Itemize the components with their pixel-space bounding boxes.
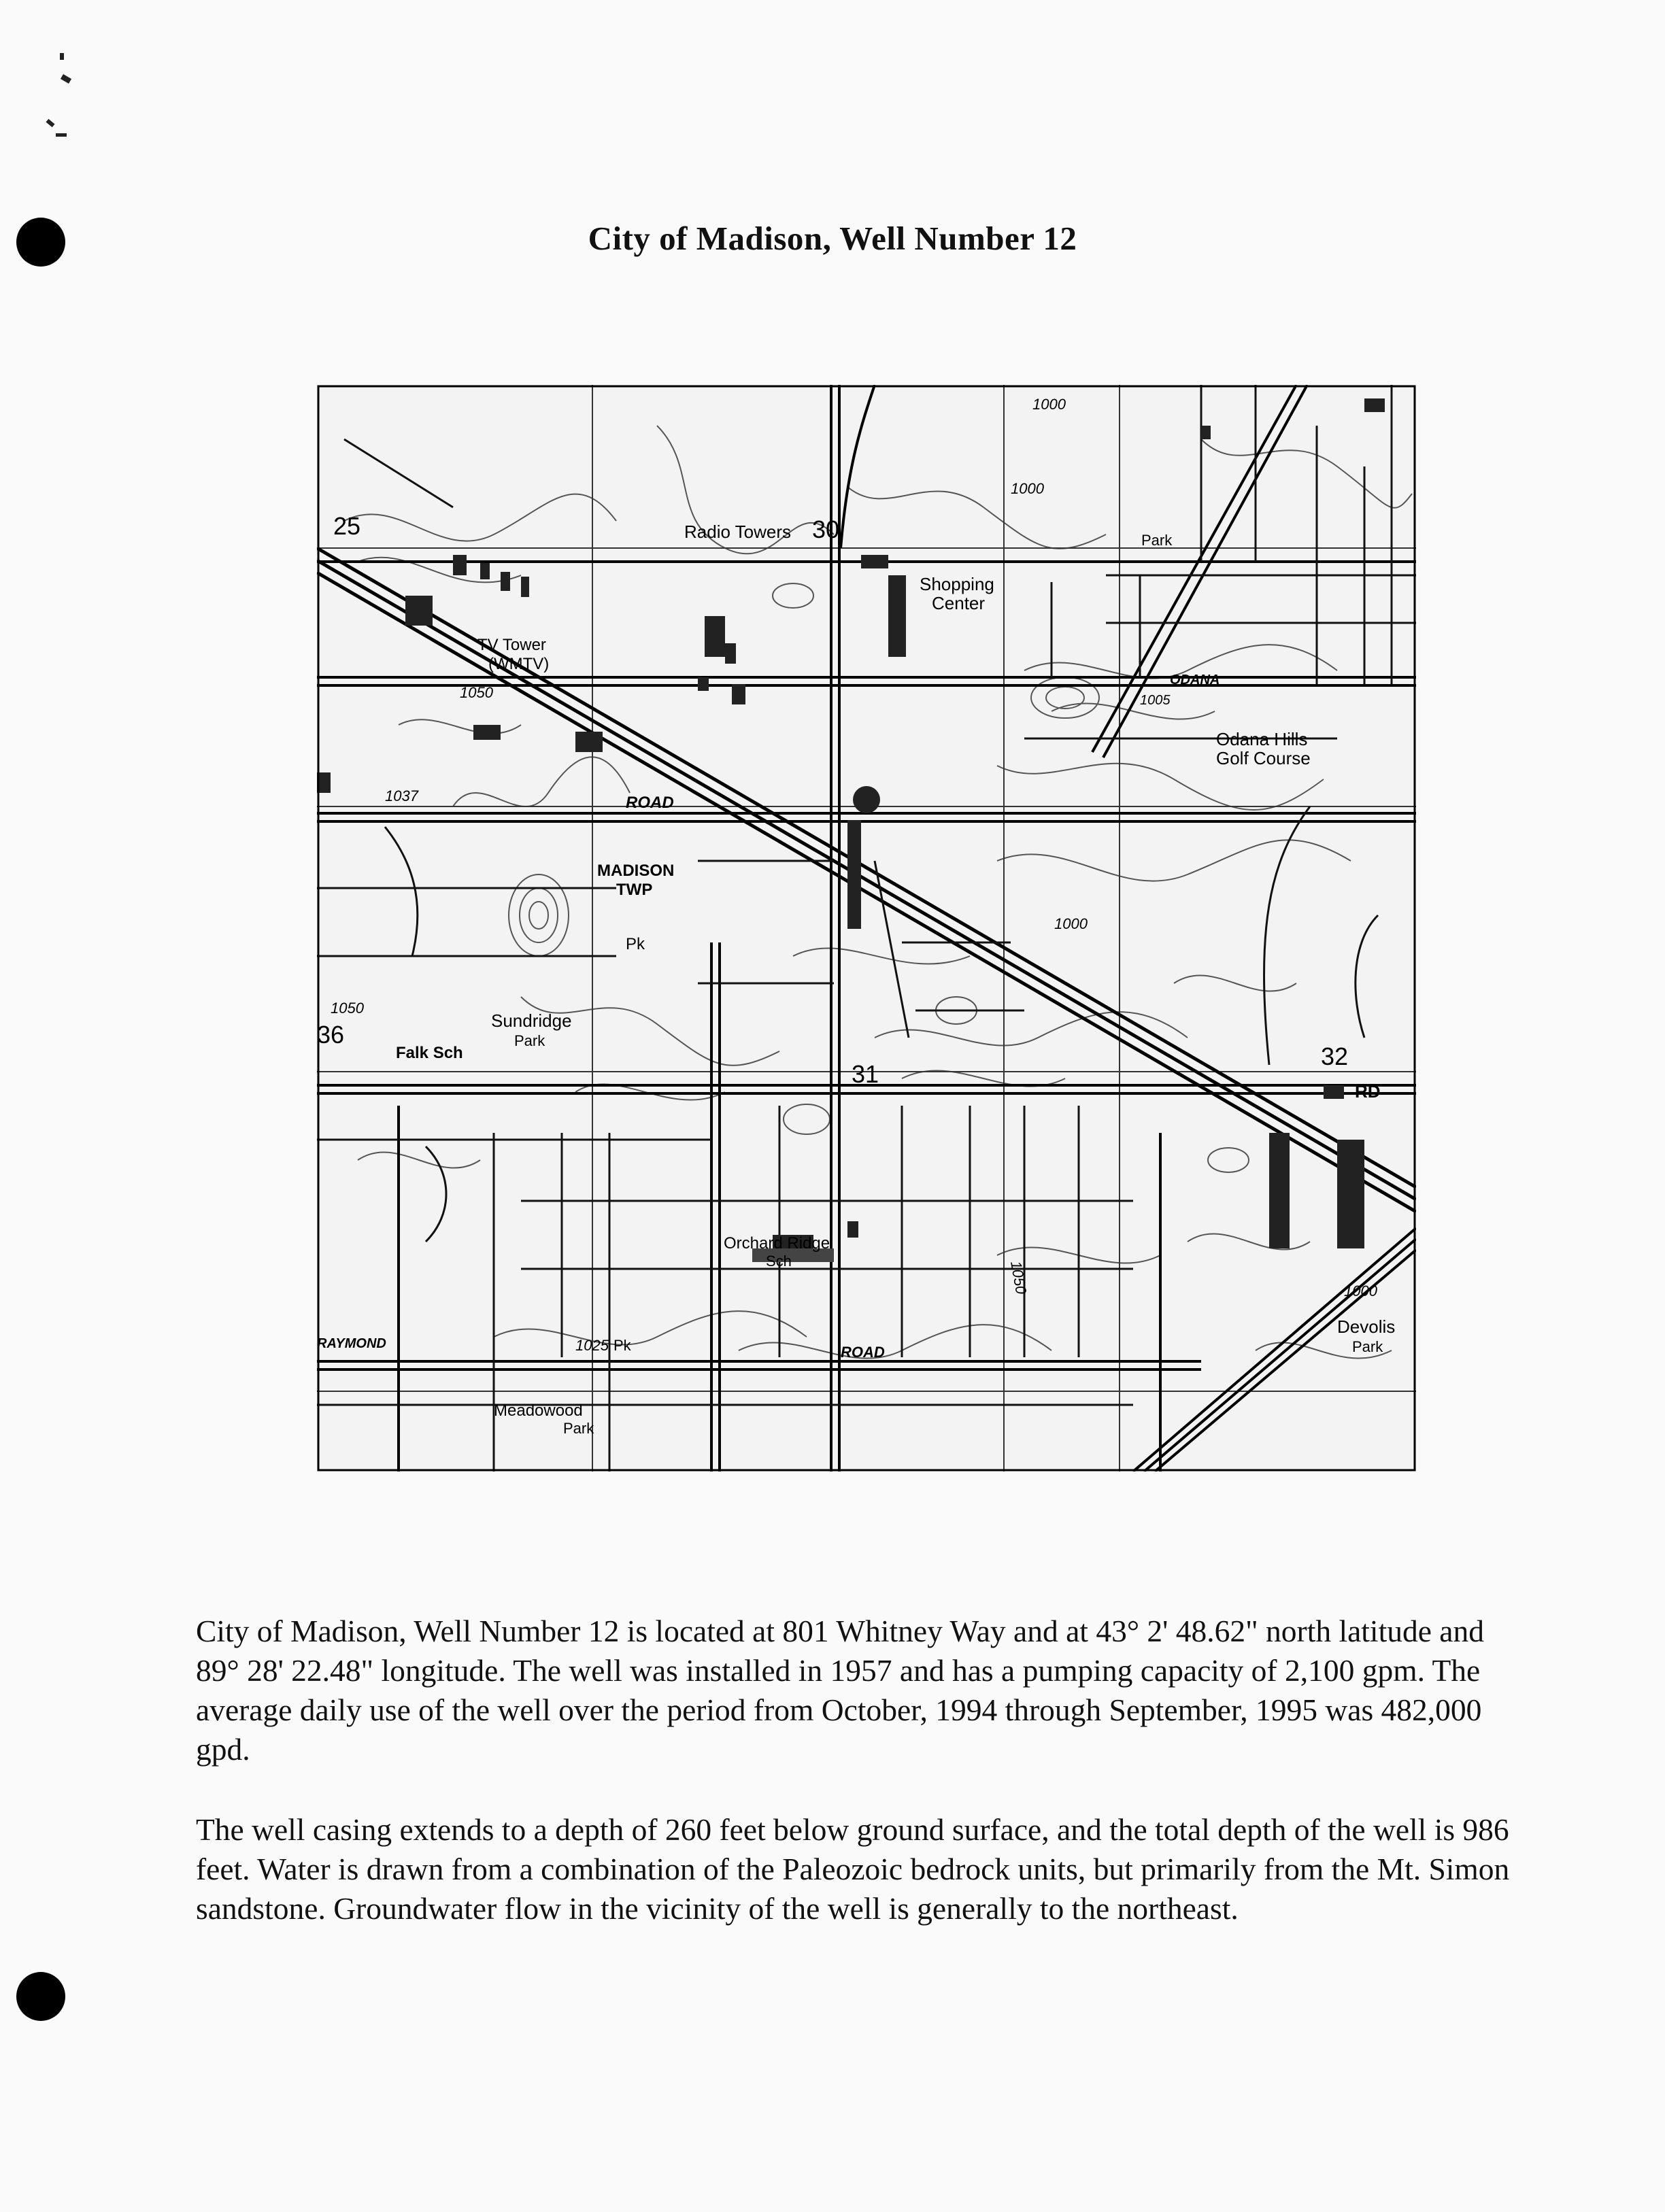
label-meadowood: Meadowood: [494, 1401, 583, 1420]
label-contour-1000: 1000: [1032, 396, 1066, 413]
label-park: Park: [514, 1032, 545, 1049]
label-rd: RD: [1355, 1081, 1381, 1102]
label-shopping: Shopping: [920, 574, 994, 594]
label-contour-1050: 1050: [1007, 1259, 1030, 1296]
label-contour-1050: 1050: [331, 1000, 364, 1017]
label-center: Center: [932, 593, 986, 613]
well-location-paragraph: City of Madison, Well Number 12 is located at 801 Whitney Way and at 43° 2' 48.62" north latitude and 89° 28' 22.48" longitude. The well was installed in 1957 and has a pumping capacity of 2,100 gpm. The average daily use of the well over the period from October, 1994 through September, 1995 was 482,000 gpd.: [196, 1614, 1484, 1767]
label-orchard-ridge: Orchard Ridge: [724, 1234, 830, 1253]
label-contour-1000: 1000: [1344, 1282, 1377, 1299]
label-radio-towers: Radio Towers: [684, 522, 792, 542]
label-section-30: 30: [812, 515, 840, 543]
scan-speck: [56, 133, 67, 137]
label-park: Park: [563, 1420, 594, 1437]
label-contour-1000: 1000: [1054, 915, 1088, 932]
label-madison-twp: TWP: [616, 881, 653, 899]
label-tv-tower: TV Tower: [477, 636, 546, 654]
scan-speck: [46, 119, 54, 127]
label-section-32: 32: [1321, 1042, 1349, 1070]
scan-speck: [60, 53, 64, 60]
label-devolis: Devolis: [1337, 1316, 1396, 1337]
label-golf-course: Odana Hills: [1216, 729, 1308, 749]
label-sundridge: Sundridge: [491, 1010, 572, 1031]
label-odana: ODANA: [1170, 673, 1220, 687]
punch-hole-bottom: [16, 1972, 65, 2021]
label-pk: Pk: [613, 1337, 631, 1354]
well-construction-paragraph: The well casing extends to a depth of 260 feet below ground surface, and the total depth of the well is 986 feet. Water is drawn from a combination of the Paleozoic bedrock units, but primarily from the Mt. Simon sandstone. Groundwater flow in the vicinity of the well is generally to the northeast.: [196, 1812, 1510, 1926]
label-sch: Sch: [766, 1253, 792, 1270]
label-park: Park: [1352, 1338, 1383, 1355]
label-madison-twp: MADISON: [597, 862, 675, 880]
label-contour-1000: 1000: [1011, 480, 1044, 497]
label-falk-sch: Falk Sch: [396, 1044, 463, 1062]
label-road: ROAD: [841, 1344, 885, 1361]
scan-speck: [61, 74, 71, 84]
topographic-map: [317, 385, 1416, 1471]
label-park: Park: [1141, 532, 1173, 549]
label-road: ROAD: [626, 794, 674, 812]
label-contour-1050: 1050: [460, 684, 493, 701]
label-contour-1037: 1037: [385, 787, 418, 804]
label-section-25: 25: [333, 512, 361, 540]
label-contour-1025: 1025: [575, 1337, 609, 1354]
label-section-31: 31: [852, 1060, 879, 1088]
label-golf-course: Golf Course: [1216, 748, 1311, 768]
label-contour-1005: 1005: [1140, 693, 1171, 708]
label-raymond: RAYMOND: [317, 1336, 386, 1351]
label-section-36: 36: [317, 1021, 345, 1049]
label-pk: Pk: [626, 935, 645, 953]
label-wmtv: (WMTV): [488, 655, 550, 673]
page-title: City of Madison, Well Number 12: [588, 220, 1077, 257]
